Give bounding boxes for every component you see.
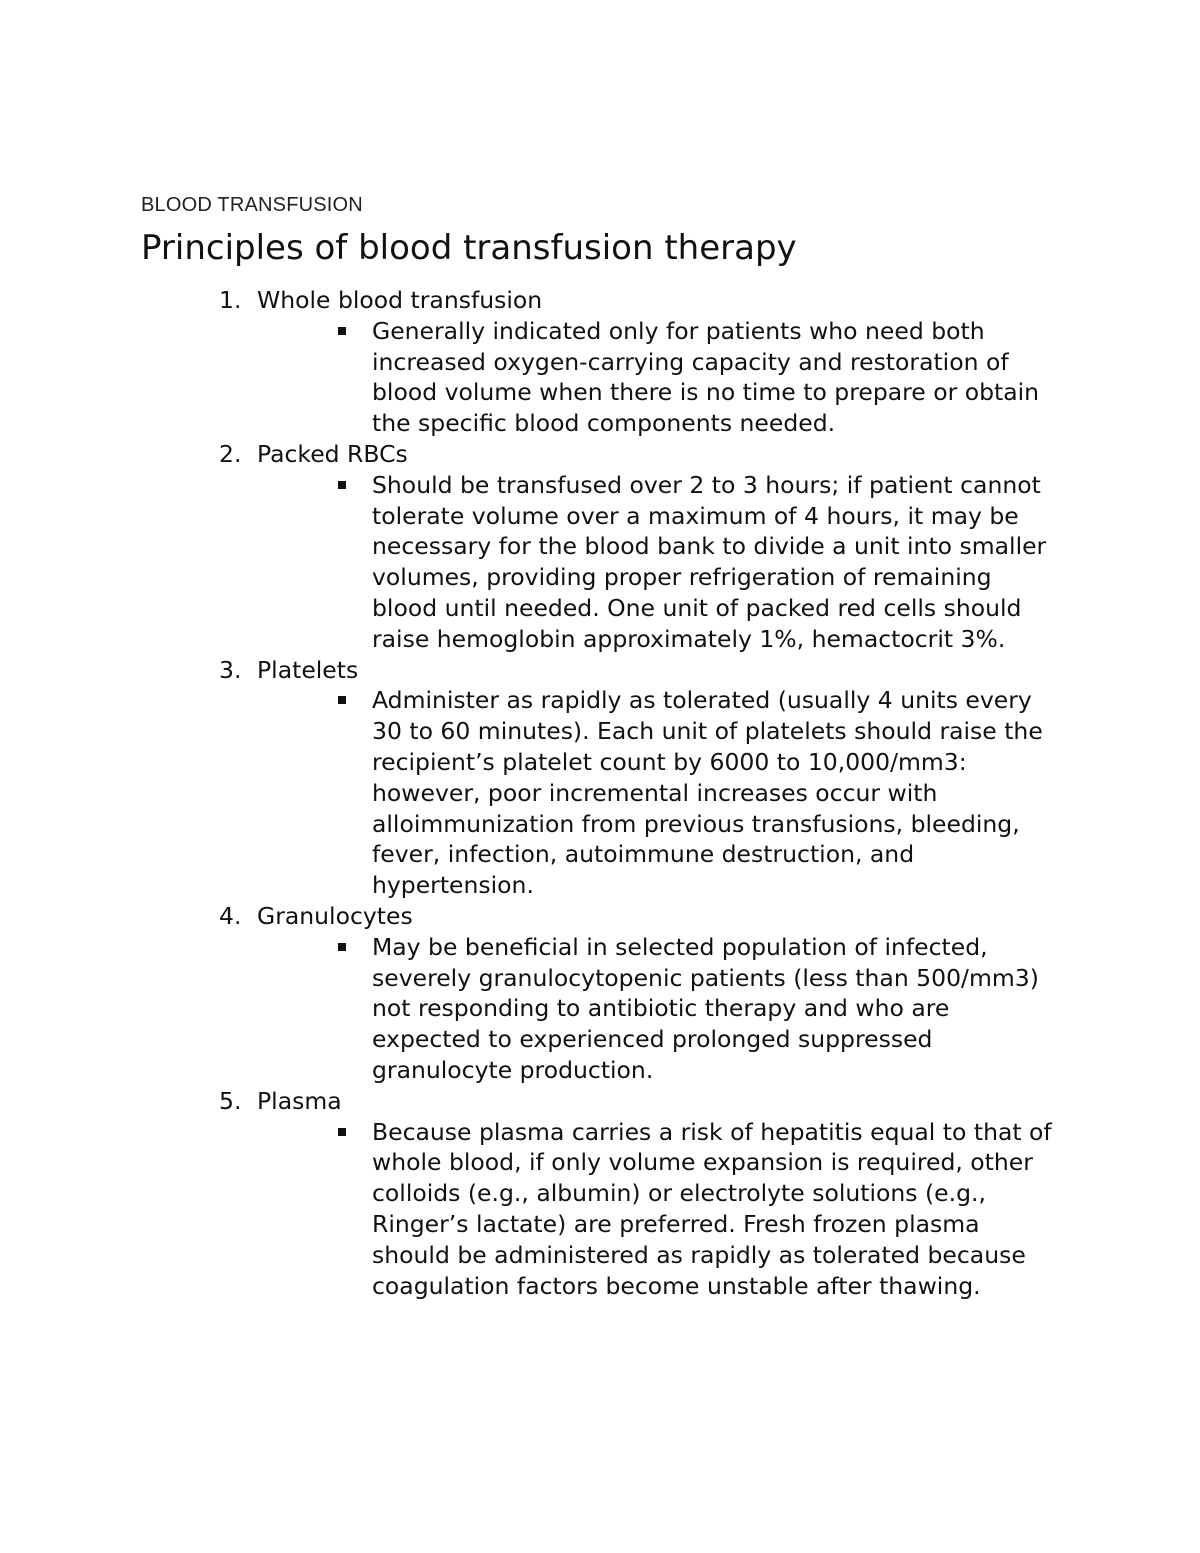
bullet-item xyxy=(0,1117,1200,1302)
square-bullet-icon xyxy=(338,943,346,951)
bullet-item xyxy=(0,316,1200,439)
bullet-text: May be beneficial in selected population of infected, severely granulocytopenic patients (less than 500/mm3) not responding to antibiotic therapy and who are expected to experienced prolonged suppressed granulocyte production. xyxy=(372,932,1039,1084)
bullet-item xyxy=(0,685,1200,901)
section-granulocytes xyxy=(0,901,1200,1086)
section-whole-blood xyxy=(0,285,1200,439)
square-bullet-icon xyxy=(338,481,346,489)
section-heading xyxy=(0,439,1200,470)
section-plasma xyxy=(0,1086,1200,1302)
section-heading xyxy=(0,285,1200,316)
section-heading xyxy=(0,1086,1200,1117)
bullet-item xyxy=(0,470,1200,655)
bullet-list xyxy=(0,1117,1200,1302)
section-heading-text: Whole blood transfusion xyxy=(257,286,543,314)
section-number: 4. xyxy=(219,901,242,930)
bullet-text: Because plasma carries a risk of hepatitis equal to that of whole blood, if only volume expansion is required, other colloids (e.g., albumin) or electrolyte solutions (e.g., Ringer’s lactate) are preferred. Fresh frozen plasma should be administered as rapidly as tolerated because coagulation factors become unstable after thawing. xyxy=(372,1117,1052,1300)
bullet-list xyxy=(0,316,1200,439)
bullet-text: Should be transfused over 2 to 3 hours; if patient cannot tolerate volume over a maximum of 4 hours, it may be necessary for the blood bank to divide a unit into smaller volumes, providing proper refrigeration of remaining blood until needed. One unit of packed red cells should raise hemoglobin approximately 1%, hemactocrit 3%. xyxy=(372,470,1047,653)
bullet-item xyxy=(0,932,1200,1086)
document-title: Principles of blood transfusion therapy xyxy=(141,228,797,268)
square-bullet-icon xyxy=(338,696,346,704)
section-number: 5. xyxy=(219,1086,242,1115)
document-label: BLOOD TRANSFUSION xyxy=(141,194,363,216)
section-heading-text: Packed RBCs xyxy=(257,439,408,468)
bullet-text: Generally indicated only for patients who need both increased oxygen-carrying capacity and restoration of blood volume when there is no time to prepare or obtain the specific blood components needed. xyxy=(372,316,1040,438)
section-number: 3. xyxy=(219,655,242,684)
bullet-list xyxy=(0,685,1200,901)
section-number: 1. xyxy=(219,286,242,314)
bullet-list xyxy=(0,470,1200,655)
bullet-text: Administer as rapidly as tolerated (usually 4 units every 30 to 60 minutes). Each unit of platelets should raise the recipient’s platelet count by 6000 to 10,000/mm3: however, poor incremental increases occur with alloimmunization from previous transfusions, bleeding, fever, infection, autoimmune destruction, and hypertension. xyxy=(372,686,1043,900)
bullet-list xyxy=(0,932,1200,1086)
section-heading-text: Plasma xyxy=(257,1086,342,1115)
square-bullet-icon xyxy=(338,327,346,335)
section-number: 2. xyxy=(219,439,242,468)
section-platelets xyxy=(0,655,1200,901)
section-heading xyxy=(0,655,1200,686)
section-list xyxy=(0,285,1200,1301)
section-heading-text: Granulocytes xyxy=(257,901,413,930)
square-bullet-icon xyxy=(338,1128,346,1136)
section-heading-text: Platelets xyxy=(257,655,359,684)
section-packed-rbcs xyxy=(0,439,1200,655)
section-heading xyxy=(0,901,1200,932)
